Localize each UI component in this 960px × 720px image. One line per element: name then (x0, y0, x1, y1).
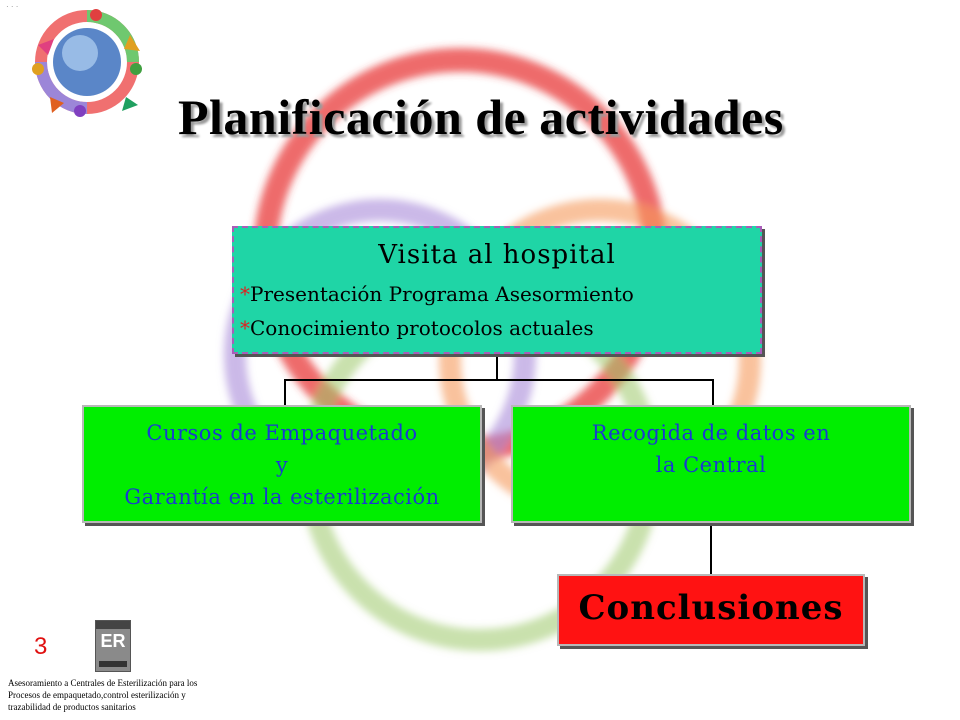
visit-item-text: Presentación Programa Asesormiento (250, 282, 634, 306)
packaging-courses-line: Cursos de Empaquetado (146, 421, 418, 445)
bullet-asterisk: * (240, 316, 250, 340)
visit-hospital-box (232, 226, 762, 354)
connector-top-vertical (496, 354, 498, 380)
conclusions-label: Conclusiones (578, 588, 844, 628)
globe-logo-icon (30, 5, 145, 120)
packaging-courses-box (82, 405, 482, 523)
connector-bottom-vertical (710, 523, 712, 575)
footer-text (8, 677, 268, 713)
certification-badge-icon (95, 620, 131, 672)
footer-line: Asesoramiento a Centrales de Esterilización para los (8, 678, 198, 688)
footer-line: Procesos de empaquetado,control esterilización y (8, 690, 186, 700)
packaging-courses-line: Garantía en la esterilización (124, 485, 440, 509)
corner-dots: · · · (6, 2, 19, 11)
visit-item (240, 282, 634, 306)
page-title: Planificación de actividades (178, 89, 784, 145)
slide-number: 3 (34, 633, 48, 660)
connector-left-vertical (284, 379, 286, 406)
footer-line: trazabilidad de productos sanitarios (8, 702, 136, 712)
data-collection-line: Recogida de datos en (591, 421, 831, 445)
data-collection-line: la Central (655, 453, 767, 477)
visit-item (240, 316, 594, 340)
packaging-courses-line: y (275, 453, 289, 477)
conclusions-box (557, 574, 865, 646)
bullet-asterisk: * (240, 282, 250, 306)
connector-horizontal (284, 379, 714, 381)
visit-item-text: Conocimiento protocolos actuales (250, 316, 594, 340)
visit-hospital-heading: Visita al hospital (378, 240, 616, 270)
data-collection-box (511, 405, 911, 523)
badge-mark: ER (100, 631, 126, 651)
connector-right-vertical (712, 379, 714, 406)
